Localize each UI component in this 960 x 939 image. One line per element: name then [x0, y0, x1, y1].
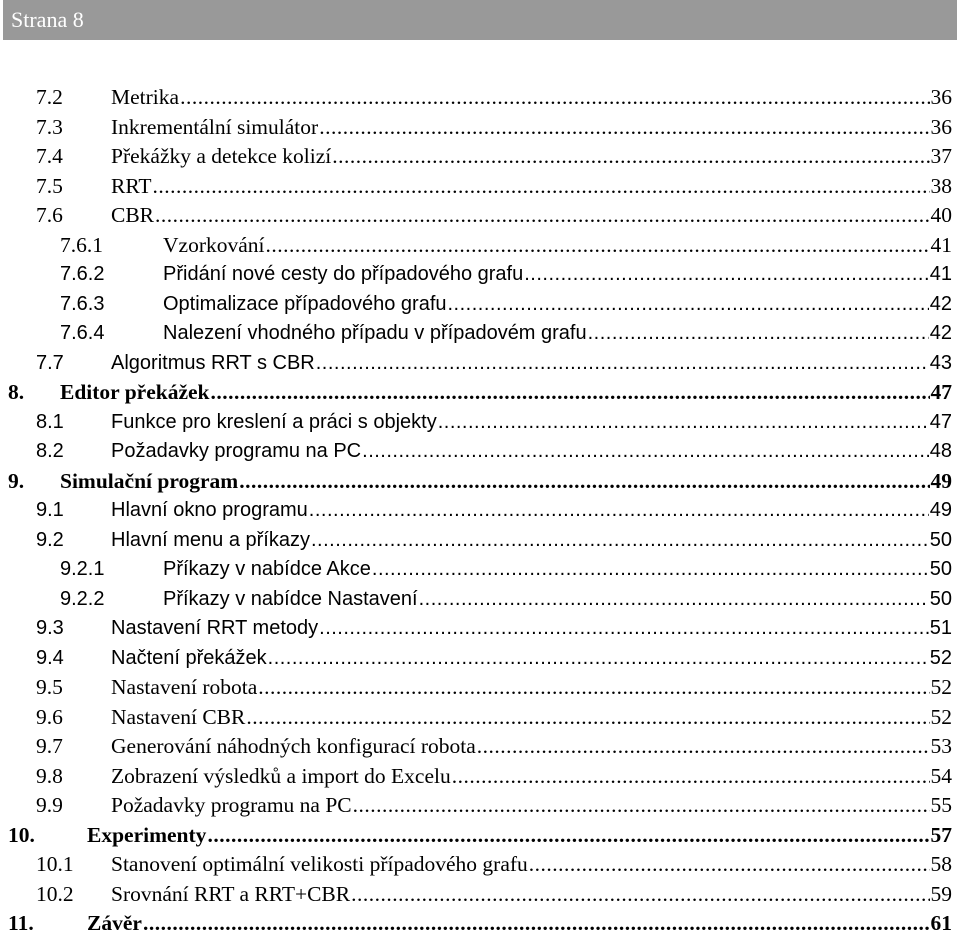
toc-entry-page: 49: [929, 499, 952, 521]
toc-entry-number: 7.3: [36, 114, 63, 139]
dot-leader: [529, 849, 930, 879]
toc-entry-title: Nalezení vhodného případu v případovém grafu: [163, 322, 587, 344]
toc-entry-page: 50: [929, 587, 952, 610]
dot-leader: [316, 348, 929, 378]
toc-entry-page: 61: [930, 911, 952, 935]
toc-entry-page: 38: [930, 173, 952, 198]
toc-entry-title: Nastavení CBR: [111, 704, 246, 729]
toc-entry-title: Nastavení RRT metody: [111, 617, 319, 639]
toc-chapter[interactable]: [0, 466, 960, 496]
toc-entry[interactable]: [0, 200, 960, 230]
toc-entry-number: 7.2: [36, 85, 63, 109]
toc-entry[interactable]: [0, 495, 960, 525]
toc-entry-title: Příkazy v nabídce Akce: [163, 558, 371, 580]
toc-entry-title: Metrika: [111, 85, 180, 109]
toc-entry-page: 55: [930, 793, 952, 817]
dot-leader: [372, 554, 929, 584]
toc-entry-title: Hlavní okno programu: [111, 499, 308, 521]
toc-entry[interactable]: [0, 230, 960, 260]
toc-entry-page: 50: [929, 558, 952, 580]
toc-entry-page: 37: [930, 144, 952, 168]
toc-entry-title: Algoritmus RRT s CBR: [111, 351, 315, 374]
toc-entry-number: 7.7: [36, 351, 64, 374]
toc-chapter[interactable]: [0, 908, 960, 938]
toc-entry-page: 42: [929, 292, 952, 315]
toc-entry-title: RRT: [111, 173, 152, 198]
toc-entry-title: Přidání nové cesty do případového grafu: [163, 263, 524, 285]
dot-leader: [266, 230, 930, 260]
toc-entry[interactable]: [0, 171, 960, 201]
toc-entry-number: 10.1: [36, 852, 74, 876]
toc-entry-number: 10.2: [36, 881, 74, 906]
toc-entry-title: CBR: [111, 203, 155, 227]
toc-entry-title: Stanovení optimální velikosti případového grafu: [111, 852, 528, 876]
toc-entry-number: 9.5: [36, 675, 63, 699]
toc-entry[interactable]: [0, 141, 960, 171]
toc-entry-number: 7.6.1: [60, 232, 103, 257]
toc-entry[interactable]: [0, 613, 960, 643]
toc-entry-title: Vzorkování: [163, 232, 265, 257]
toc-entry-number: 7.6.4: [60, 322, 105, 344]
dot-leader: [211, 377, 930, 407]
dot-leader: [419, 584, 929, 614]
toc-entry-page: 52: [930, 704, 952, 729]
dot-leader: [332, 141, 929, 171]
toc-entry-page: 54: [930, 763, 952, 788]
toc-entry-page: 43: [929, 351, 952, 374]
toc-entry-page: 36: [930, 114, 952, 139]
page-header: [3, 0, 957, 40]
toc-entry-title: Požadavky programu na PC: [111, 793, 352, 817]
dot-leader: [477, 731, 930, 761]
toc-entry-page: 41: [929, 263, 952, 285]
toc-entry-number: 9.2: [36, 528, 64, 551]
dot-leader: [353, 790, 930, 820]
toc-entry[interactable]: [0, 289, 960, 319]
toc-entry[interactable]: [0, 731, 960, 761]
dot-leader: [143, 908, 930, 938]
toc-entry-title: Inkrementální simulátor: [111, 114, 319, 139]
toc-entry-page: 52: [929, 646, 952, 669]
toc-entry-title: Zobrazení výsledků a import do Excelu: [111, 763, 451, 788]
toc-entry[interactable]: [0, 259, 960, 289]
dot-leader: [246, 702, 929, 732]
toc-entry-number: 11.: [8, 911, 34, 935]
toc-entry-page: 51: [929, 617, 952, 639]
toc-entry-number: 7.6: [36, 203, 63, 227]
toc-entry[interactable]: [0, 348, 960, 378]
dot-leader: [207, 820, 929, 850]
toc-entry-title: Požadavky programu na PC: [111, 440, 362, 462]
toc-entry-title: Simulační program: [60, 468, 239, 493]
toc-entry-number: 9.4: [36, 646, 64, 669]
toc-entry-number: 9.: [8, 468, 25, 493]
dot-leader: [351, 879, 929, 909]
toc-entry-number: 9.9: [36, 793, 63, 817]
toc-entry-title: Příkazy v nabídce Nastavení: [163, 587, 418, 610]
toc-entry-page: 48: [929, 440, 952, 462]
toc-entry[interactable]: [0, 879, 960, 909]
toc-entry-title: Nastavení robota: [111, 675, 258, 699]
toc-entry[interactable]: [0, 407, 960, 437]
toc-entry-title: Překážky a detekce kolizí: [111, 144, 332, 168]
dot-leader: [319, 613, 929, 643]
toc-entry-title: Načtení překážek: [111, 646, 267, 669]
toc-entry-number: 9.6: [36, 704, 63, 729]
toc-entry-page: 49: [930, 468, 952, 493]
page-number-title: Strana 8: [11, 7, 84, 32]
toc-entry-title: Závěr: [87, 911, 142, 935]
toc-entry-page: 58: [930, 852, 952, 876]
dot-leader: [239, 466, 929, 496]
dot-leader: [180, 82, 929, 112]
toc-entry-title: Funkce pro kreslení a práci s objekty: [111, 410, 437, 433]
dot-leader: [155, 200, 929, 230]
toc-entry-page: 59: [930, 881, 952, 906]
toc-entry-number: 7.5: [36, 173, 63, 198]
dot-leader: [319, 112, 929, 142]
toc-chapter[interactable]: [0, 820, 960, 850]
toc-entry[interactable]: [0, 849, 960, 879]
toc-entry-number: 7.6.2: [60, 263, 105, 285]
toc-entry-title: Optimalizace případového grafu: [163, 292, 447, 315]
table-of-contents: [0, 82, 960, 938]
toc-entry-title: Editor překážek: [60, 380, 210, 404]
toc-entry[interactable]: [0, 112, 960, 142]
toc-entry-title: Srovnání RRT a RRT+CBR: [111, 881, 351, 906]
toc-entry-page: 57: [930, 822, 952, 847]
toc-entry[interactable]: [0, 436, 960, 466]
toc-entry[interactable]: [0, 525, 960, 555]
toc-entry-number: 9.1: [36, 499, 64, 521]
toc-entry-page: 53: [930, 734, 952, 758]
toc-entry-number: 7.4: [36, 144, 63, 168]
toc-entry-page: 47: [929, 410, 952, 433]
dot-leader: [258, 672, 929, 702]
toc-entry-page: 50: [929, 528, 952, 551]
dot-leader: [438, 407, 929, 437]
toc-entry-number: 9.2.2: [60, 587, 105, 610]
dot-leader: [362, 436, 929, 466]
toc-entry[interactable]: [0, 554, 960, 584]
toc-entry[interactable]: [0, 761, 960, 791]
toc-entry-number: 9.3: [36, 617, 64, 639]
toc-entry-page: 42: [929, 322, 952, 344]
toc-entry-number: 9.7: [36, 734, 63, 758]
toc-entry[interactable]: [0, 643, 960, 673]
dot-leader: [588, 318, 929, 348]
dot-leader: [153, 171, 930, 201]
toc-entry-page: 36: [930, 85, 952, 109]
dot-leader: [268, 643, 929, 673]
toc-entry-title: Generování náhodných konfigurací robota: [111, 734, 476, 758]
toc-entry-number: 8.: [8, 380, 25, 404]
dot-leader: [452, 761, 930, 791]
toc-entry-page: 40: [930, 203, 952, 227]
toc-entry[interactable]: [0, 790, 960, 820]
toc-entry-number: 10.: [8, 822, 35, 847]
toc-entry[interactable]: [0, 318, 960, 348]
toc-entry[interactable]: [0, 702, 960, 732]
toc-entry-number: 9.2.1: [60, 558, 105, 580]
toc-entry[interactable]: [0, 584, 960, 614]
toc-entry[interactable]: [0, 82, 960, 112]
dot-leader: [311, 525, 929, 555]
toc-chapter[interactable]: [0, 377, 960, 407]
dot-leader: [524, 259, 929, 289]
toc-entry-number: 8.2: [36, 440, 64, 462]
toc-entry-title: Experimenty: [87, 822, 207, 847]
toc-entry-number: 9.8: [36, 763, 63, 788]
dot-leader: [448, 289, 929, 319]
toc-entry-title: Hlavní menu a příkazy: [111, 528, 310, 551]
dot-leader: [309, 495, 929, 525]
toc-entry-page: 41: [930, 232, 952, 257]
toc-entry-number: 7.6.3: [60, 292, 105, 315]
toc-entry-page: 47: [930, 380, 952, 404]
toc-entry-number: 8.1: [36, 410, 64, 433]
toc-entry-page: 52: [930, 675, 952, 699]
toc-entry[interactable]: [0, 672, 960, 702]
